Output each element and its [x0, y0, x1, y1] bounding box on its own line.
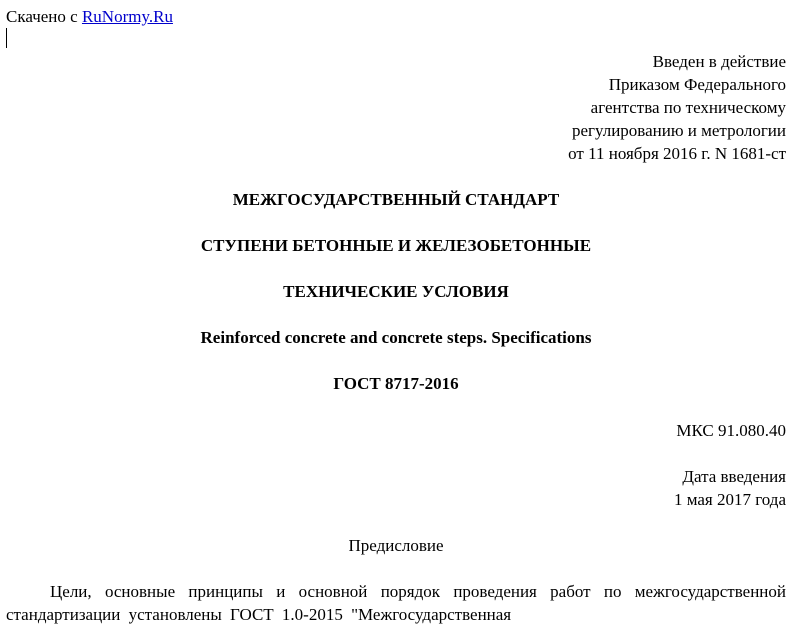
english-title: Reinforced concrete and concrete steps. Specifications [200, 328, 592, 347]
document-title: СТУПЕНИ БЕТОННЫЕ И ЖЕЛЕЗОБЕТОННЫЕ [200, 236, 592, 255]
introduced-block [568, 50, 786, 165]
foreword-line-2: межгосударственной стандартизации установлены ГОСТ 1.0-2015 "Межгосударственная [6, 582, 787, 624]
introduced-line: Введен в действие [652, 52, 786, 71]
foreword-line-1: Цели, основные принципы и основной порядок проведения работ по [50, 582, 622, 601]
intro-date-value: 1 мая 2017 года [673, 490, 786, 509]
foreword-paragraph [6, 580, 786, 626]
intro-date-block [674, 465, 786, 511]
source-line [6, 5, 173, 28]
intro-date-label: Дата введения [682, 467, 786, 486]
runormy-link[interactable]: RuNormy.Ru [81, 7, 173, 26]
source-prefix: Скачено с [6, 7, 82, 26]
standard-type: МЕЖГОСУДАРСТВЕННЫЙ СТАНДАРТ [232, 190, 560, 209]
text-cursor [6, 28, 7, 48]
mks-code: МКС 91.080.40 [676, 421, 786, 440]
introduced-line: Приказом Федерального [608, 75, 786, 94]
foreword-heading: Предисловие [348, 536, 444, 555]
introduced-line: агентства по техническому [590, 98, 786, 117]
standard-code: ГОСТ 8717-2016 [333, 374, 459, 393]
document-subtitle: ТЕХНИЧЕСКИЕ УСЛОВИЯ [283, 282, 509, 301]
introduced-line: от 11 ноября 2016 г. N 1681-ст [568, 144, 786, 163]
introduced-line: регулированию и метрологии [571, 121, 786, 140]
